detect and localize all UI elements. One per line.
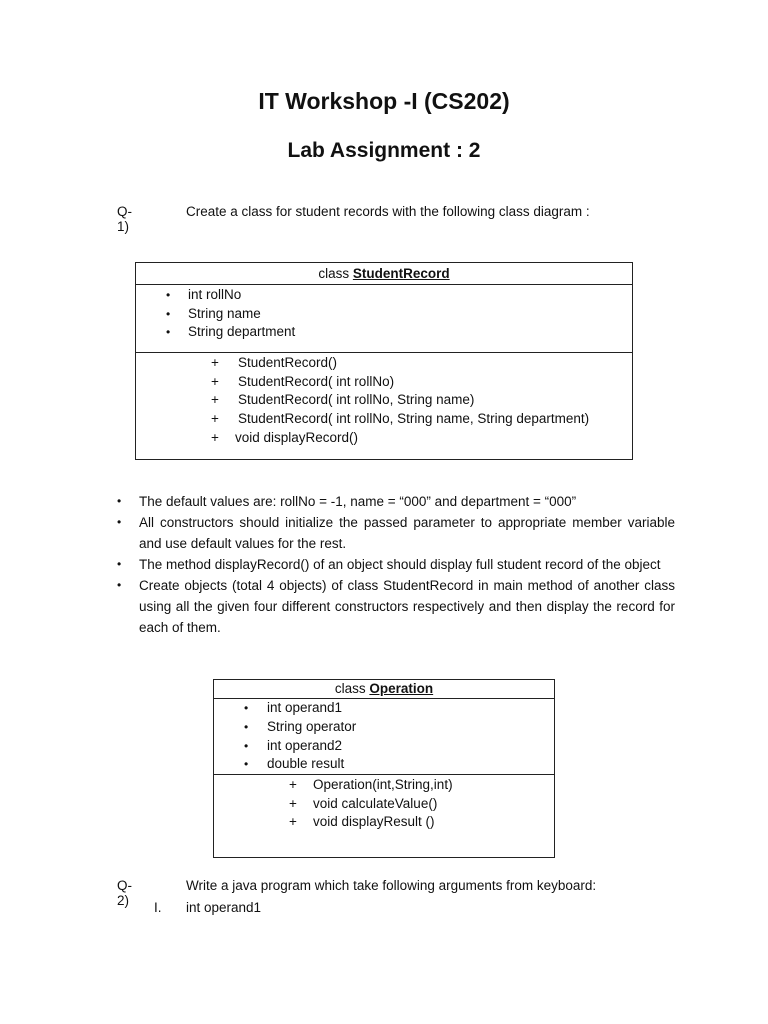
bullet-icon: •	[244, 757, 249, 772]
list-marker: I.	[154, 900, 162, 915]
method-item: + void calculateValue()	[214, 795, 554, 814]
method-item: + StudentRecord( int rollNo, String name)	[136, 391, 632, 410]
plus-icon: +	[289, 777, 297, 792]
class-header	[214, 680, 554, 699]
bullet-icon: •	[117, 515, 122, 529]
class-keyword: class	[318, 266, 353, 281]
method-item: + StudentRecord( int rollNo)	[136, 373, 632, 392]
method-item: + StudentRecord( int rollNo, String name, String department)	[136, 410, 632, 429]
method-item: + StudentRecord()	[136, 354, 632, 373]
plus-icon: +	[211, 355, 219, 370]
course-title: IT Workshop -I (CS202)	[258, 88, 510, 114]
plus-icon: +	[211, 373, 219, 389]
class-name: StudentRecord	[352, 266, 450, 281]
method-item: + void displayResult ()	[214, 813, 554, 832]
assignment-title: Lab Assignment : 2	[287, 139, 481, 162]
bullet-icon: •	[244, 738, 249, 753]
bullet-icon: •	[244, 719, 249, 734]
plus-icon: +	[289, 814, 297, 830]
attribute-item: • int rollNo	[136, 286, 632, 305]
plus-icon: +	[211, 392, 219, 408]
attribute-list	[214, 699, 554, 775]
plus-icon: +	[211, 429, 219, 445]
class-diagram-operation	[213, 679, 555, 858]
argument-item: int operand1	[186, 900, 262, 915]
class-header	[136, 263, 632, 285]
attribute-item: • int operand2	[214, 737, 554, 756]
plus-icon: +	[211, 411, 219, 427]
bullet-icon: •	[166, 325, 171, 339]
method-list	[136, 353, 632, 447]
class-keyword: class	[334, 681, 370, 696]
bullet-icon: •	[117, 578, 122, 592]
attribute-list	[136, 285, 632, 353]
question-text: Write a java program which take following arguments from keyboard:	[186, 878, 597, 893]
bullet-icon: •	[166, 306, 171, 321]
requirement-item: • Create objects (total 4 objects) of class StudentRecord in main method of another class using all the given four different constructors respectively and then display the record for each of them.	[117, 575, 675, 638]
attribute-item: • int operand1	[214, 699, 554, 718]
method-list	[214, 775, 554, 832]
attribute-item: • String department	[136, 323, 632, 342]
method-item: + Operation(int,String,int)	[214, 776, 554, 795]
attribute-item: • String name	[136, 305, 632, 324]
requirement-item: • The default values are: rollNo = -1, name = “000” and department = “000”	[117, 491, 675, 512]
question-number: Q-1)	[117, 204, 132, 234]
bullet-icon: •	[244, 701, 249, 715]
question-number: Q-2)	[117, 878, 132, 908]
question-text: Create a class for student records with the following class diagram :	[186, 204, 590, 219]
class-name: Operation	[369, 681, 434, 696]
attribute-item: • double result	[214, 755, 554, 774]
class-diagram-studentrecord	[135, 262, 633, 460]
requirement-item: • The method displayRecord() of an object should display full student record of the object	[117, 554, 675, 575]
requirement-item: • All constructors should initialize the passed parameter to appropriate member variable and use default values for the rest.	[117, 512, 675, 554]
bullet-icon: •	[117, 494, 122, 508]
bullet-icon: •	[166, 288, 171, 302]
method-item: + void displayRecord()	[136, 429, 632, 448]
requirements-list	[117, 491, 675, 638]
plus-icon: +	[289, 795, 297, 811]
bullet-icon: •	[117, 557, 122, 571]
attribute-item: • String operator	[214, 718, 554, 737]
